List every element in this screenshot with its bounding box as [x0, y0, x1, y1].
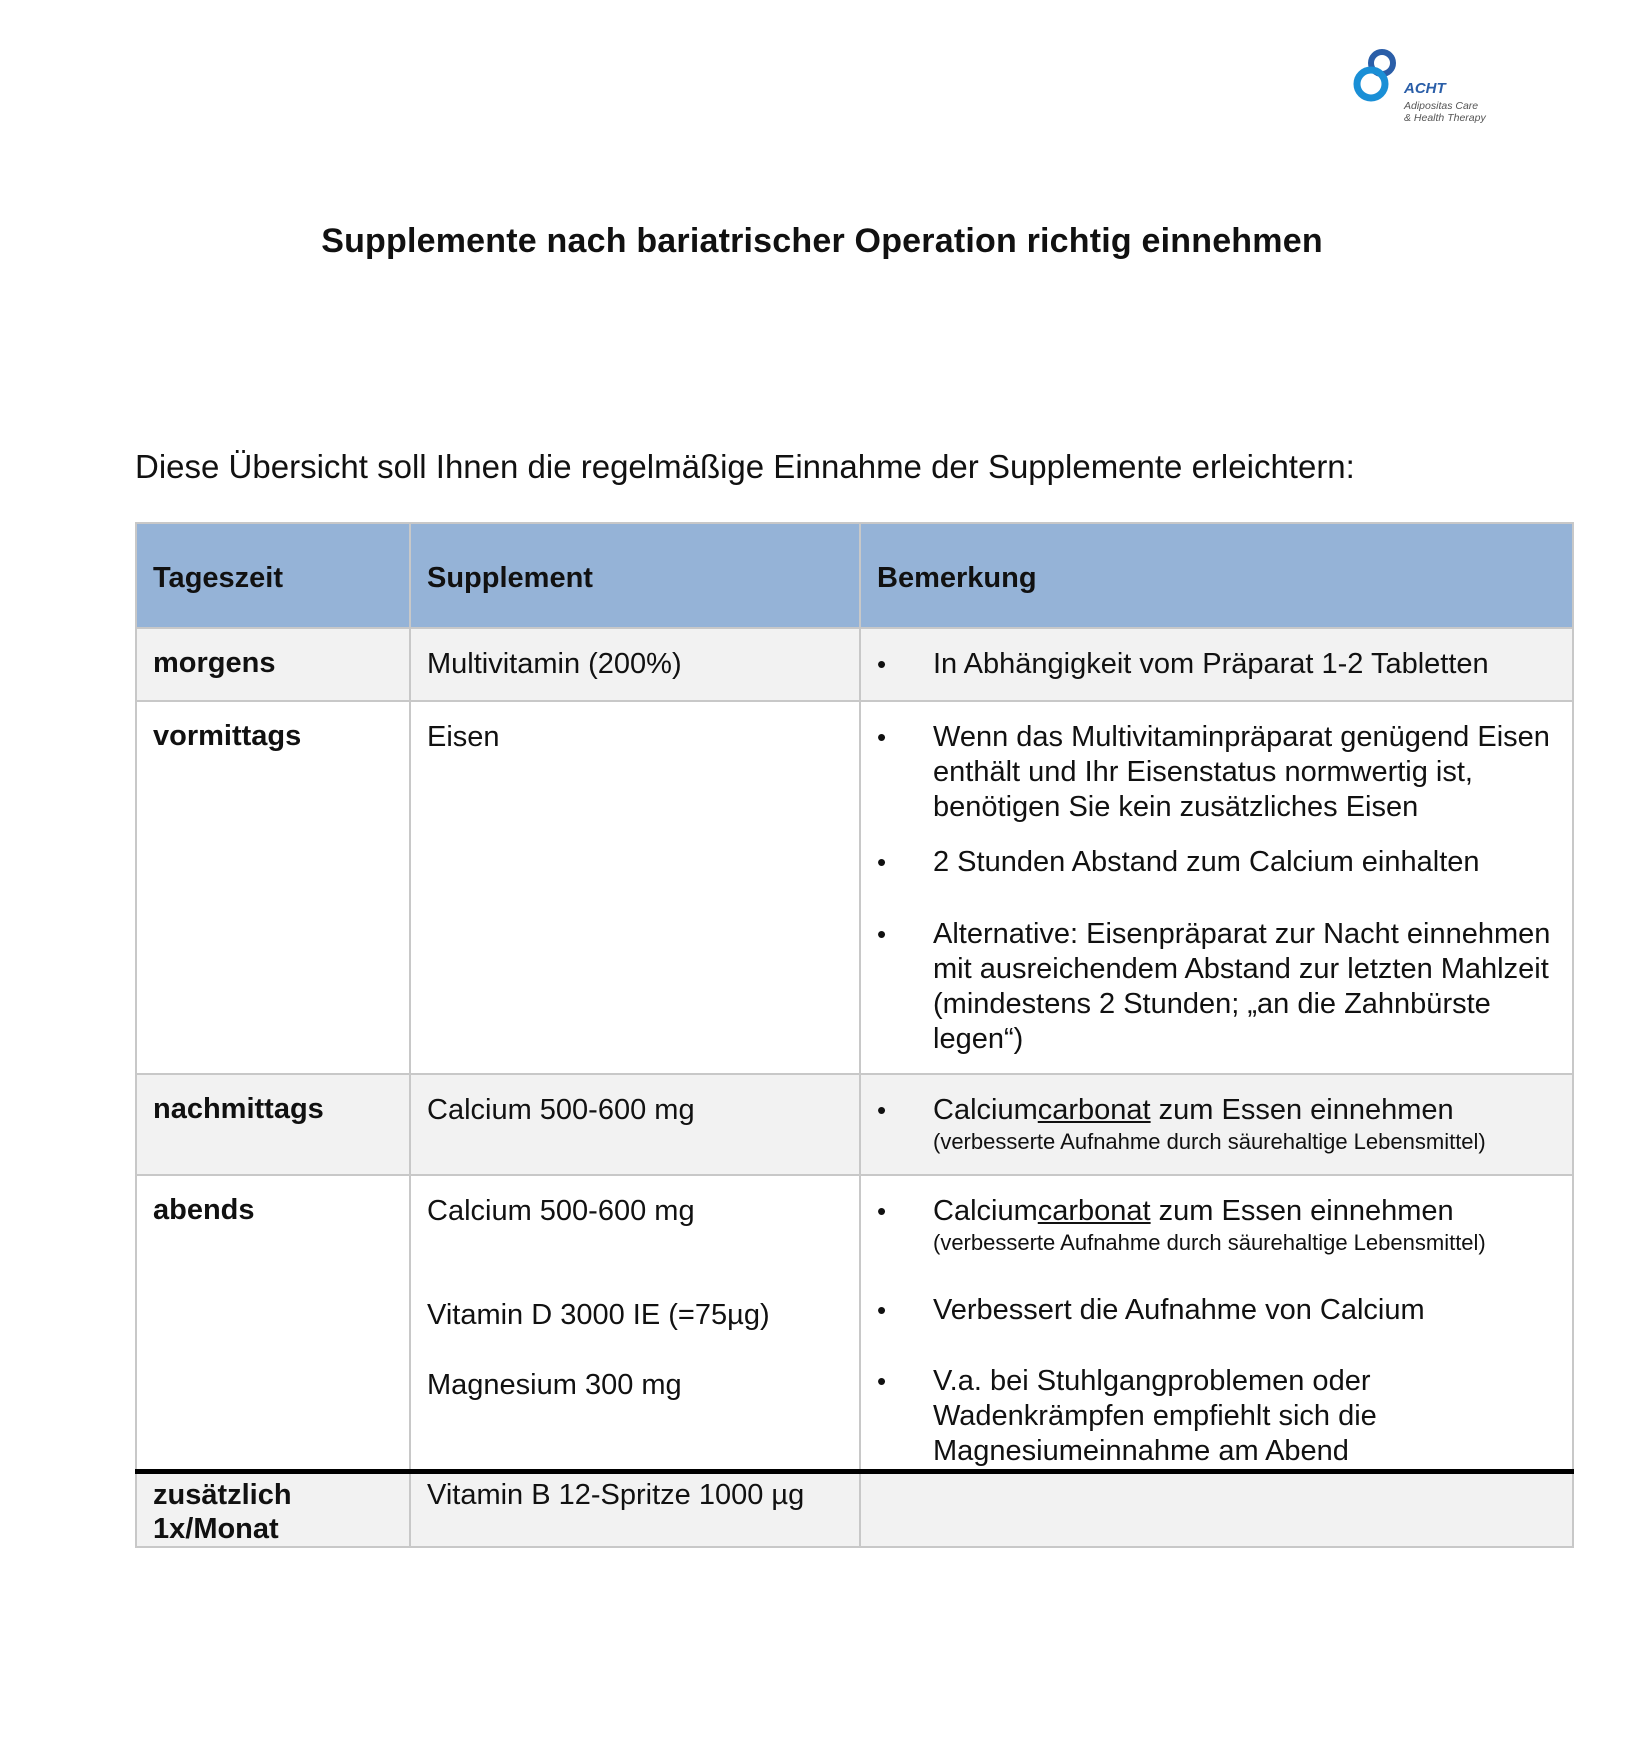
table-row: [136, 1175, 1573, 1472]
header-remark: Bemerkung: [860, 523, 1573, 628]
note-item: • Wenn das Multivitaminpräparat genügend Eisen enthält und Ihr Eisenstatus normwertig ist, benötigen Sie kein zusätzliches Eisen: [877, 720, 1556, 825]
remark-cell: [860, 628, 1573, 701]
supplement-cell: [410, 1472, 860, 1548]
supplement-item: Calcium 500-600 mg: [427, 1195, 695, 1227]
time-cell: [136, 1472, 410, 1548]
note-item: • V.a. bei Stuhlgangproblemen oder Wadenkrämpfen empfiehlt sich die Magnesiumeinnahme am Abend: [877, 1364, 1556, 1469]
header-time: Tageszeit: [136, 523, 410, 628]
table-row: [136, 628, 1573, 701]
logo-tagline-line1: Adipositas Care: [1404, 100, 1479, 112]
time-cell: vormittags: [136, 701, 410, 1074]
note-item: • 2 Stunden Abstand zum Calcium einhalten: [877, 845, 1556, 880]
note-item: • Alternative: Eisenpräparat zur Nacht einnehmen mit ausreichendem Abstand zur letzten Mahlzeit (mindestens 2 Stunden; „an die Zahnbürste legen“): [877, 917, 1556, 1057]
table-row: [136, 1472, 1573, 1548]
time-cell: morgens: [136, 628, 410, 701]
supplement-cell: [410, 1175, 860, 1472]
table-row: [136, 1074, 1573, 1175]
remark-cell: [860, 1175, 1573, 1472]
supplement-cell: [410, 701, 860, 1074]
note-item: • In Abhängigkeit vom Präparat 1-2 Tabletten: [877, 647, 1556, 682]
remark-cell: [860, 701, 1573, 1074]
supplement-table: [135, 522, 1574, 1548]
supplement-cell: [410, 628, 860, 701]
note-item: [877, 1093, 1556, 1156]
supplement-item: Calcium 500-600 mg: [427, 1094, 695, 1126]
note-text-suffix: zum Essen einnehmen: [1150, 1094, 1454, 1126]
supplement-item: Vitamin B 12-Spritze 1000 µg: [427, 1479, 805, 1511]
note-item: • Verbessert die Aufnahme von Calcium: [877, 1293, 1556, 1328]
supplement-item: Vitamin D 3000 IE (=75µg): [427, 1299, 770, 1331]
logo-brand: ACHT: [1404, 80, 1446, 97]
note-text-underlined: carbonat: [1037, 1094, 1151, 1126]
acht-logo: [1352, 48, 1502, 128]
note-item: [877, 1194, 1556, 1257]
supplement-item: Multivitamin (200%): [427, 648, 682, 680]
time-cell: nachmittags: [136, 1074, 410, 1175]
table-header-row: [136, 523, 1573, 628]
infinity-logo-icon: [1352, 48, 1402, 108]
note-small-text: (verbesserte Aufnahme durch säurehaltige Lebensmittel): [933, 1129, 1486, 1154]
note-text-prefix: Calcium: [933, 1094, 1038, 1126]
note-text-suffix: zum Essen einnehmen: [1150, 1195, 1454, 1227]
remark-cell: [860, 1472, 1573, 1548]
supplement-cell: [410, 1074, 860, 1175]
intro-text: Diese Übersicht soll Ihnen die regelmäßige Einnahme der Supplemente erleichtern:: [135, 448, 1355, 485]
note-text-underlined: carbonat: [1037, 1195, 1151, 1227]
supplement-item: Eisen: [427, 721, 500, 753]
time-cell: abends: [136, 1175, 410, 1472]
time-line-2: 1x/Monat: [153, 1513, 279, 1545]
table-row: [136, 701, 1573, 1074]
note-small-text: (verbesserte Aufnahme durch säurehaltige Lebensmittel): [933, 1230, 1486, 1255]
logo-tagline-line2: & Health Therapy: [1404, 112, 1486, 124]
note-text-prefix: Calcium: [933, 1195, 1038, 1227]
time-line-1: zusätzlich: [153, 1479, 292, 1511]
supplement-item: Magnesium 300 mg: [427, 1369, 682, 1401]
page-title: Supplemente nach bariatrischer Operation richtig einnehmen: [321, 222, 1323, 260]
header-supplement: Supplement: [410, 523, 860, 628]
remark-cell: [860, 1074, 1573, 1175]
logo-tagline: [1404, 100, 1486, 124]
